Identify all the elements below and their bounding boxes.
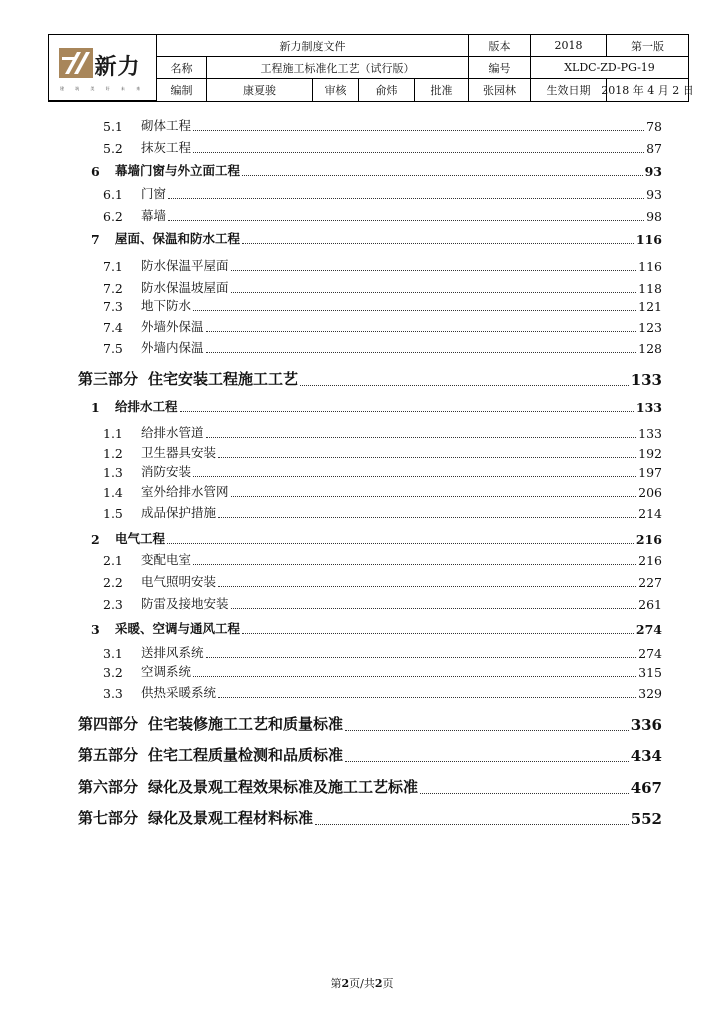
approve-label: 批准 — [415, 79, 469, 101]
document-header-table — [48, 34, 694, 102]
toc-entry[interactable] — [0, 808, 724, 828]
toc-leader-dots — [206, 331, 637, 332]
toc-entry-page: 78 — [646, 119, 662, 134]
toc-entry-title: 绿化及景观工程效果标准及施工工艺标准 — [148, 778, 419, 796]
toc-leader-dots — [242, 243, 634, 244]
toc-leader-dots — [218, 586, 636, 587]
toc-entry[interactable] — [0, 505, 724, 521]
toc-entry-page: 87 — [646, 141, 662, 156]
toc-entry-page: 128 — [638, 341, 662, 356]
toc-entry-title: 消防安装 — [141, 464, 192, 479]
toc-entry-page: 336 — [630, 716, 662, 734]
code-value: XLDC-ZD-PG-19 — [531, 57, 688, 79]
toc-entry-number: 6.1 — [103, 187, 123, 202]
toc-entry-title: 给排水工程 — [115, 399, 178, 414]
toc-entry-title: 供热采暖系统 — [141, 685, 217, 700]
toc-entry[interactable] — [0, 118, 724, 134]
toc-entry-page: 116 — [638, 259, 662, 274]
toc-entry-number: 7.4 — [103, 320, 123, 335]
toc-leader-dots — [300, 385, 629, 386]
toc-entry-number: 3.3 — [103, 686, 123, 701]
toc-entry[interactable] — [0, 745, 724, 765]
toc-entry-page: 329 — [638, 686, 662, 701]
toc-entry-title: 成品保护措施 — [141, 505, 217, 520]
toc-entry-number: 2.1 — [103, 553, 123, 568]
toc-entry[interactable] — [0, 208, 724, 224]
toc-entry-title: 防雷及接地安装 — [141, 596, 229, 611]
toc-entry[interactable] — [0, 574, 724, 590]
toc-entry-title: 住宅工程质量检测和品质标准 — [148, 746, 344, 764]
toc-leader-dots — [193, 476, 636, 477]
toc-leader-dots — [218, 697, 636, 698]
toc-entry-title: 防水保温坡屋面 — [141, 280, 229, 295]
toc-entry-title: 砌体工程 — [141, 118, 192, 133]
toc-leader-dots — [193, 676, 636, 677]
toc-entry[interactable] — [0, 645, 724, 661]
toc-entry-title: 变配电室 — [141, 552, 192, 567]
toc-entry-page: 206 — [638, 485, 662, 500]
toc-entry-page: 214 — [638, 506, 662, 521]
toc-entry-title: 采暖、空调与通风工程 — [115, 621, 241, 636]
toc-leader-dots — [206, 437, 637, 438]
toc-entry[interactable] — [0, 552, 724, 568]
toc-entry-number: 1 — [91, 400, 100, 415]
toc-entry-number: 1.4 — [103, 485, 123, 500]
toc-entry-title: 住宅装修施工工艺和质量标准 — [148, 715, 344, 733]
author-value: 康夏骏 — [207, 79, 313, 101]
name-label: 名称 — [157, 57, 207, 79]
toc-entry-page: 118 — [638, 281, 662, 296]
toc-entry-title: 外墙内保温 — [141, 340, 204, 355]
toc-entry-number: 第七部分 — [78, 809, 139, 827]
logo-text: 新力 — [94, 54, 141, 80]
toc-entry-number: 3.2 — [103, 665, 123, 680]
footer-total-pages: 2 — [374, 977, 383, 990]
toc-entry-title: 送排风系统 — [141, 645, 204, 660]
toc-entry-page: 123 — [638, 320, 662, 335]
toc-entry-page: 98 — [646, 209, 662, 224]
toc-entry-number: 7.5 — [103, 341, 123, 356]
author-label: 编制 — [157, 79, 207, 101]
toc-entry-number: 第五部分 — [78, 746, 139, 764]
toc-entry[interactable] — [0, 464, 724, 480]
toc-entry-number: 2 — [91, 532, 100, 547]
toc-entry[interactable] — [0, 319, 724, 335]
toc-entry[interactable] — [0, 280, 724, 296]
toc-entry-title: 防水保温平屋面 — [141, 258, 229, 273]
toc-entry[interactable] — [0, 425, 724, 441]
toc-entry-page: 133 — [630, 371, 662, 389]
toc-entry-number: 1.3 — [103, 465, 123, 480]
toc-entry[interactable] — [0, 369, 724, 389]
toc-leader-dots — [168, 198, 644, 199]
toc-entry-title: 门窗 — [141, 186, 167, 201]
review-value: 俞炜 — [359, 79, 415, 101]
toc-entry-number: 第四部分 — [78, 715, 139, 733]
toc-entry-title: 室外给排水管网 — [141, 484, 229, 499]
footer-suffix: 页 — [382, 977, 394, 990]
toc-leader-dots — [345, 761, 629, 762]
toc-entry-page: 274 — [638, 646, 662, 661]
toc-entry-page: 121 — [638, 299, 662, 314]
toc-entry-number: 2.2 — [103, 575, 123, 590]
doc-type-cell: 新力制度文件 — [157, 35, 469, 57]
toc-leader-dots — [242, 175, 643, 176]
toc-entry-title: 外墙外保温 — [141, 319, 204, 334]
toc-leader-dots — [315, 824, 629, 825]
toc-leader-dots — [206, 657, 637, 658]
toc-entry-title: 幕墙门窗与外立面工程 — [115, 163, 241, 178]
toc-leader-dots — [168, 220, 644, 221]
toc-entry[interactable] — [0, 298, 724, 314]
toc-entry-title: 电气照明安装 — [141, 574, 217, 589]
toc-leader-dots — [218, 517, 636, 518]
toc-entry-page: 133 — [635, 400, 662, 415]
toc-leader-dots — [231, 496, 637, 497]
toc-leader-dots — [231, 270, 637, 271]
toc-entry-title: 幕墙 — [141, 208, 167, 223]
toc-entry[interactable] — [0, 685, 724, 701]
toc-leader-dots — [193, 564, 636, 565]
toc-entry[interactable] — [0, 163, 724, 179]
toc-entry[interactable] — [0, 714, 724, 734]
toc-leader-dots — [420, 793, 629, 794]
code-label: 编号 — [469, 57, 531, 79]
toc-entry-title: 地下防水 — [141, 298, 192, 313]
toc-entry-title: 空调系统 — [141, 664, 192, 679]
toc-entry-page: 93 — [646, 187, 662, 202]
toc-entry-number: 第六部分 — [78, 778, 139, 796]
toc-entry-page: 227 — [638, 575, 662, 590]
toc-leader-dots — [231, 292, 637, 293]
toc-entry-page: 467 — [630, 779, 662, 797]
toc-entry[interactable] — [0, 399, 724, 415]
toc-entry-number: 第三部分 — [78, 370, 139, 388]
toc-entry[interactable] — [0, 140, 724, 156]
company-logo — [55, 44, 151, 84]
toc-entry-number: 1.5 — [103, 506, 123, 521]
toc-entry-page: 261 — [638, 597, 662, 612]
approve-value: 张园林 — [469, 79, 531, 101]
toc-entry-page: 274 — [635, 622, 662, 637]
toc-entry[interactable] — [0, 777, 724, 797]
effective-value: 2018 年 4 月 2 日 — [601, 84, 694, 97]
toc-entry-number: 6.2 — [103, 209, 123, 224]
toc-entry-number: 3.1 — [103, 646, 123, 661]
footer-page-number: 2 — [341, 977, 350, 990]
toc-entry[interactable] — [0, 445, 724, 461]
effective-label: 生效日期 — [531, 79, 607, 101]
toc-entry-number: 7.1 — [103, 259, 123, 274]
toc-entry-number: 7.3 — [103, 299, 123, 314]
toc-entry-page: 434 — [630, 747, 662, 765]
toc-leader-dots — [231, 608, 637, 609]
review-label: 审核 — [313, 79, 359, 101]
toc-leader-dots — [218, 457, 636, 458]
toc-entry-page: 197 — [638, 465, 662, 480]
toc-entry-page: 116 — [635, 232, 662, 247]
toc-entry-title: 屋面、保温和防水工程 — [115, 231, 241, 246]
toc-entry-number: 6 — [91, 164, 100, 179]
toc-entry-page: 192 — [638, 446, 662, 461]
toc-leader-dots — [180, 411, 634, 412]
toc-entry[interactable] — [0, 484, 724, 500]
toc-entry-number: 7.2 — [103, 281, 123, 296]
toc-entry[interactable] — [0, 186, 724, 202]
footer-mid: 页/共 — [349, 977, 375, 990]
toc-leader-dots — [206, 352, 637, 353]
toc-leader-dots — [193, 310, 636, 311]
toc-leader-dots — [242, 633, 634, 634]
toc-entry[interactable] — [0, 258, 724, 274]
name-value: 工程施工标准化工艺（试行版） — [207, 57, 469, 79]
toc-leader-dots — [193, 130, 644, 131]
toc-entry-page: 93 — [644, 164, 662, 179]
toc-entry-page: 315 — [638, 665, 662, 680]
toc-entry-title: 电气工程 — [115, 531, 166, 546]
toc-entry-number: 7 — [91, 232, 100, 247]
toc-leader-dots — [345, 730, 629, 731]
version-value: 第一版 — [607, 35, 688, 57]
toc-entry-number: 1.1 — [103, 426, 123, 441]
toc-entry[interactable] — [0, 621, 724, 637]
toc-leader-dots — [193, 152, 644, 153]
toc-entry-number: 2.3 — [103, 597, 123, 612]
toc-entry[interactable] — [0, 231, 724, 247]
toc-entry-page: 216 — [635, 532, 662, 547]
toc-entry-page: 552 — [630, 810, 662, 828]
logo-mark-icon — [59, 48, 93, 78]
toc-entry-number: 1.2 — [103, 446, 123, 461]
toc-entry-title: 卫生器具安装 — [141, 445, 217, 460]
toc-entry-number: 3 — [91, 622, 100, 637]
version-year: 2018 — [531, 35, 607, 57]
logo-slogan: 建 筑 美 好 未 来 — [59, 85, 146, 91]
toc-entry[interactable] — [0, 340, 724, 356]
toc-entry[interactable] — [0, 596, 724, 612]
toc-entry-number: 5.2 — [103, 141, 123, 156]
toc-entry-title: 绿化及景观工程材料标准 — [148, 809, 314, 827]
version-label: 版本 — [469, 35, 531, 57]
footer-prefix: 第 — [330, 977, 342, 990]
toc-leader-dots — [167, 543, 634, 544]
page-footer — [0, 975, 724, 991]
toc-entry-page: 216 — [638, 553, 662, 568]
toc-entry[interactable] — [0, 664, 724, 680]
toc-entry-title: 给排水管道 — [141, 425, 204, 440]
toc-entry-title: 住宅安装工程施工工艺 — [148, 370, 299, 388]
toc-entry-page: 133 — [638, 426, 662, 441]
toc-entry[interactable] — [0, 531, 724, 547]
toc-entry-title: 抹灰工程 — [141, 140, 192, 155]
logo-cell — [49, 35, 157, 101]
toc-entry-number: 5.1 — [103, 119, 123, 134]
